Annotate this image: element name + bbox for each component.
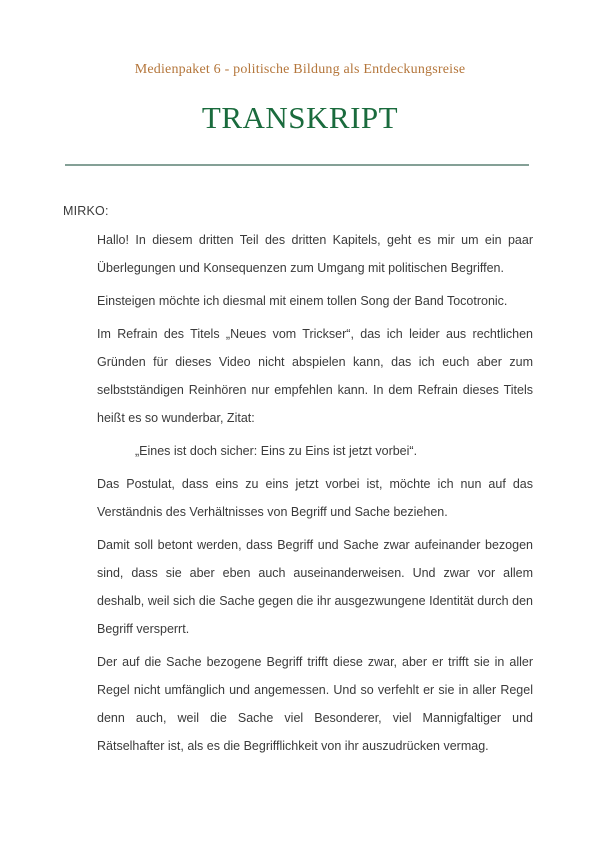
quote-paragraph: „Eines ist doch sicher: Eins zu Eins ist jetzt vorbei“. [135,444,418,458]
paragraph: Einsteigen möchte ich diesmal mit einem tollen Song der Band Tocotronic. [97,294,508,308]
document-header: Medienpaket 6 - politische Bildung als Entdeckungsreise [134,62,466,77]
transcript-body [97,226,533,760]
paragraph: Im Refrain des Titels „Neues vom Trickser“, das ich leider aus rechtlichen Gründen für dieses Video nicht abspielen kann, das ich euch aber zum selbstständigen Reinhören nur empfehlen kann. In dem Refrain dieses Titels heißt es so wunderbar, Zitat: [97,327,533,425]
divider-line [65,164,529,166]
paragraph: Das Postulat, dass eins zu eins jetzt vorbei ist, möchte ich nun auf das Verständnis des Verhältnisses von Begriff und Sache beziehen. [97,477,533,519]
paragraph: Der auf die Sache bezogene Begriff trifft diese zwar, aber er trifft sie in aller Regel nicht umfänglich und angemessen. Und so verfehlt er sie in aller Regel denn auch, weil die Sache viel Besonderer, viel Mannigfaltiger und Rätselhafter ist, als es die Begrifflichkeit von ihr auszudrücken vermag. [97,655,533,753]
paragraph: Hallo! In diesem dritten Teil des dritten Kapitels, geht es mir um ein paar Überlegungen und Konsequenzen zum Umgang mit politischen Begriffen. [97,233,533,275]
page-title: TRANSKRIPT [201,100,399,135]
speaker-label: MIRKO: [63,204,109,218]
paragraph: Damit soll betont werden, dass Begriff und Sache zwar aufeinander bezogen sind, dass sie aber eben auch auseinanderweisen. Und zwar vor allem deshalb, weil sich die Sache gegen die ihr ausgezwungene Identität durch den Begriff versperrt. [97,538,533,636]
